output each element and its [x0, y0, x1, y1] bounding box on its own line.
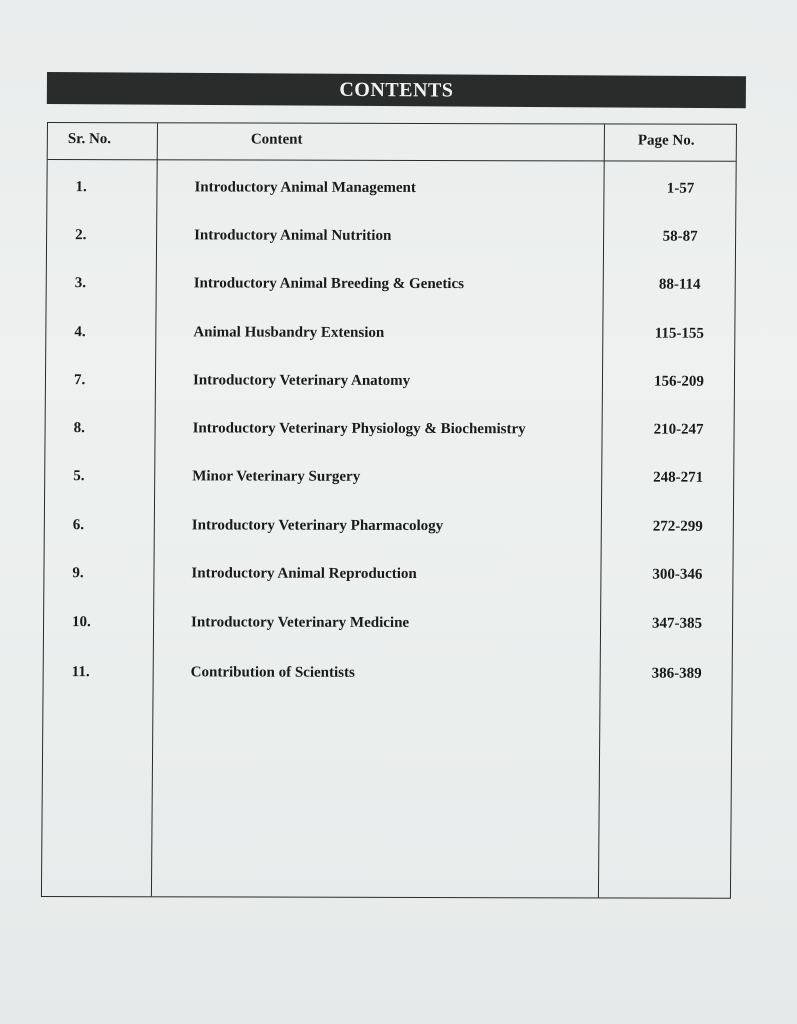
header-divider	[48, 159, 736, 162]
row-page-no: 272-299	[652, 518, 703, 535]
row-content: Introductory Animal Reproduction	[191, 565, 417, 582]
row-sr-no: 11.	[71, 664, 90, 681]
row-page-no: 300-346	[652, 566, 703, 583]
row-sr-no: 4.	[74, 324, 86, 341]
row-content: Introductory Animal Nutrition	[194, 227, 392, 244]
page-title: CONTENTS	[339, 78, 454, 101]
row-page-no: 115-155	[654, 325, 704, 342]
row-content: Introductory Animal Breeding & Genetics	[193, 275, 465, 293]
row-content: Introductory Veterinary Physiology & Biochemistry	[192, 420, 526, 438]
table-row	[44, 565, 732, 591]
row-sr-no: 3.	[74, 275, 87, 292]
row-page-no: 347-385	[652, 615, 703, 632]
row-sr-no: 10.	[72, 614, 91, 631]
header-page-no: Page No.	[637, 132, 695, 149]
table-row	[47, 275, 735, 301]
row-content: Introductory Animal Management	[194, 179, 416, 196]
row-sr-no: 1.	[75, 179, 87, 196]
row-content: Introductory Veterinary Medicine	[191, 614, 410, 631]
row-page-no: 386-389	[651, 665, 702, 682]
table-row	[47, 179, 735, 205]
row-sr-no: 2.	[75, 227, 87, 244]
table-row	[45, 517, 733, 543]
row-content: Contribution of Scientists	[190, 664, 355, 681]
table-row	[46, 324, 734, 350]
contents-table	[41, 122, 737, 899]
table-row	[45, 468, 733, 494]
row-page-no: 88-114	[658, 276, 701, 293]
row-content: Introductory Veterinary Anatomy	[192, 372, 411, 389]
row-content: Minor Veterinary Surgery	[192, 468, 361, 485]
row-page-no: 248-271	[653, 469, 704, 486]
row-page-no: 1-57	[666, 180, 695, 197]
row-page-no: 210-247	[653, 421, 704, 438]
table-row	[44, 664, 732, 690]
contents-title-bar	[47, 72, 746, 108]
row-sr-no: 6.	[72, 517, 85, 534]
row-content: Introductory Veterinary Pharmacology	[191, 517, 444, 535]
row-sr-no: 9.	[72, 565, 84, 582]
row-sr-no: 7.	[73, 372, 86, 389]
row-content: Animal Husbandry Extension	[193, 324, 385, 341]
row-sr-no: 8.	[73, 420, 85, 437]
header-content: Content	[250, 131, 303, 148]
table-row	[45, 420, 733, 446]
row-sr-no: 5.	[73, 468, 85, 485]
table-row	[47, 227, 735, 253]
row-page-no: 58-87	[662, 228, 698, 245]
table-row	[46, 372, 734, 398]
header-sr-no: Sr. No.	[67, 131, 112, 148]
row-page-no: 156-209	[653, 373, 705, 390]
table-row	[44, 614, 732, 640]
